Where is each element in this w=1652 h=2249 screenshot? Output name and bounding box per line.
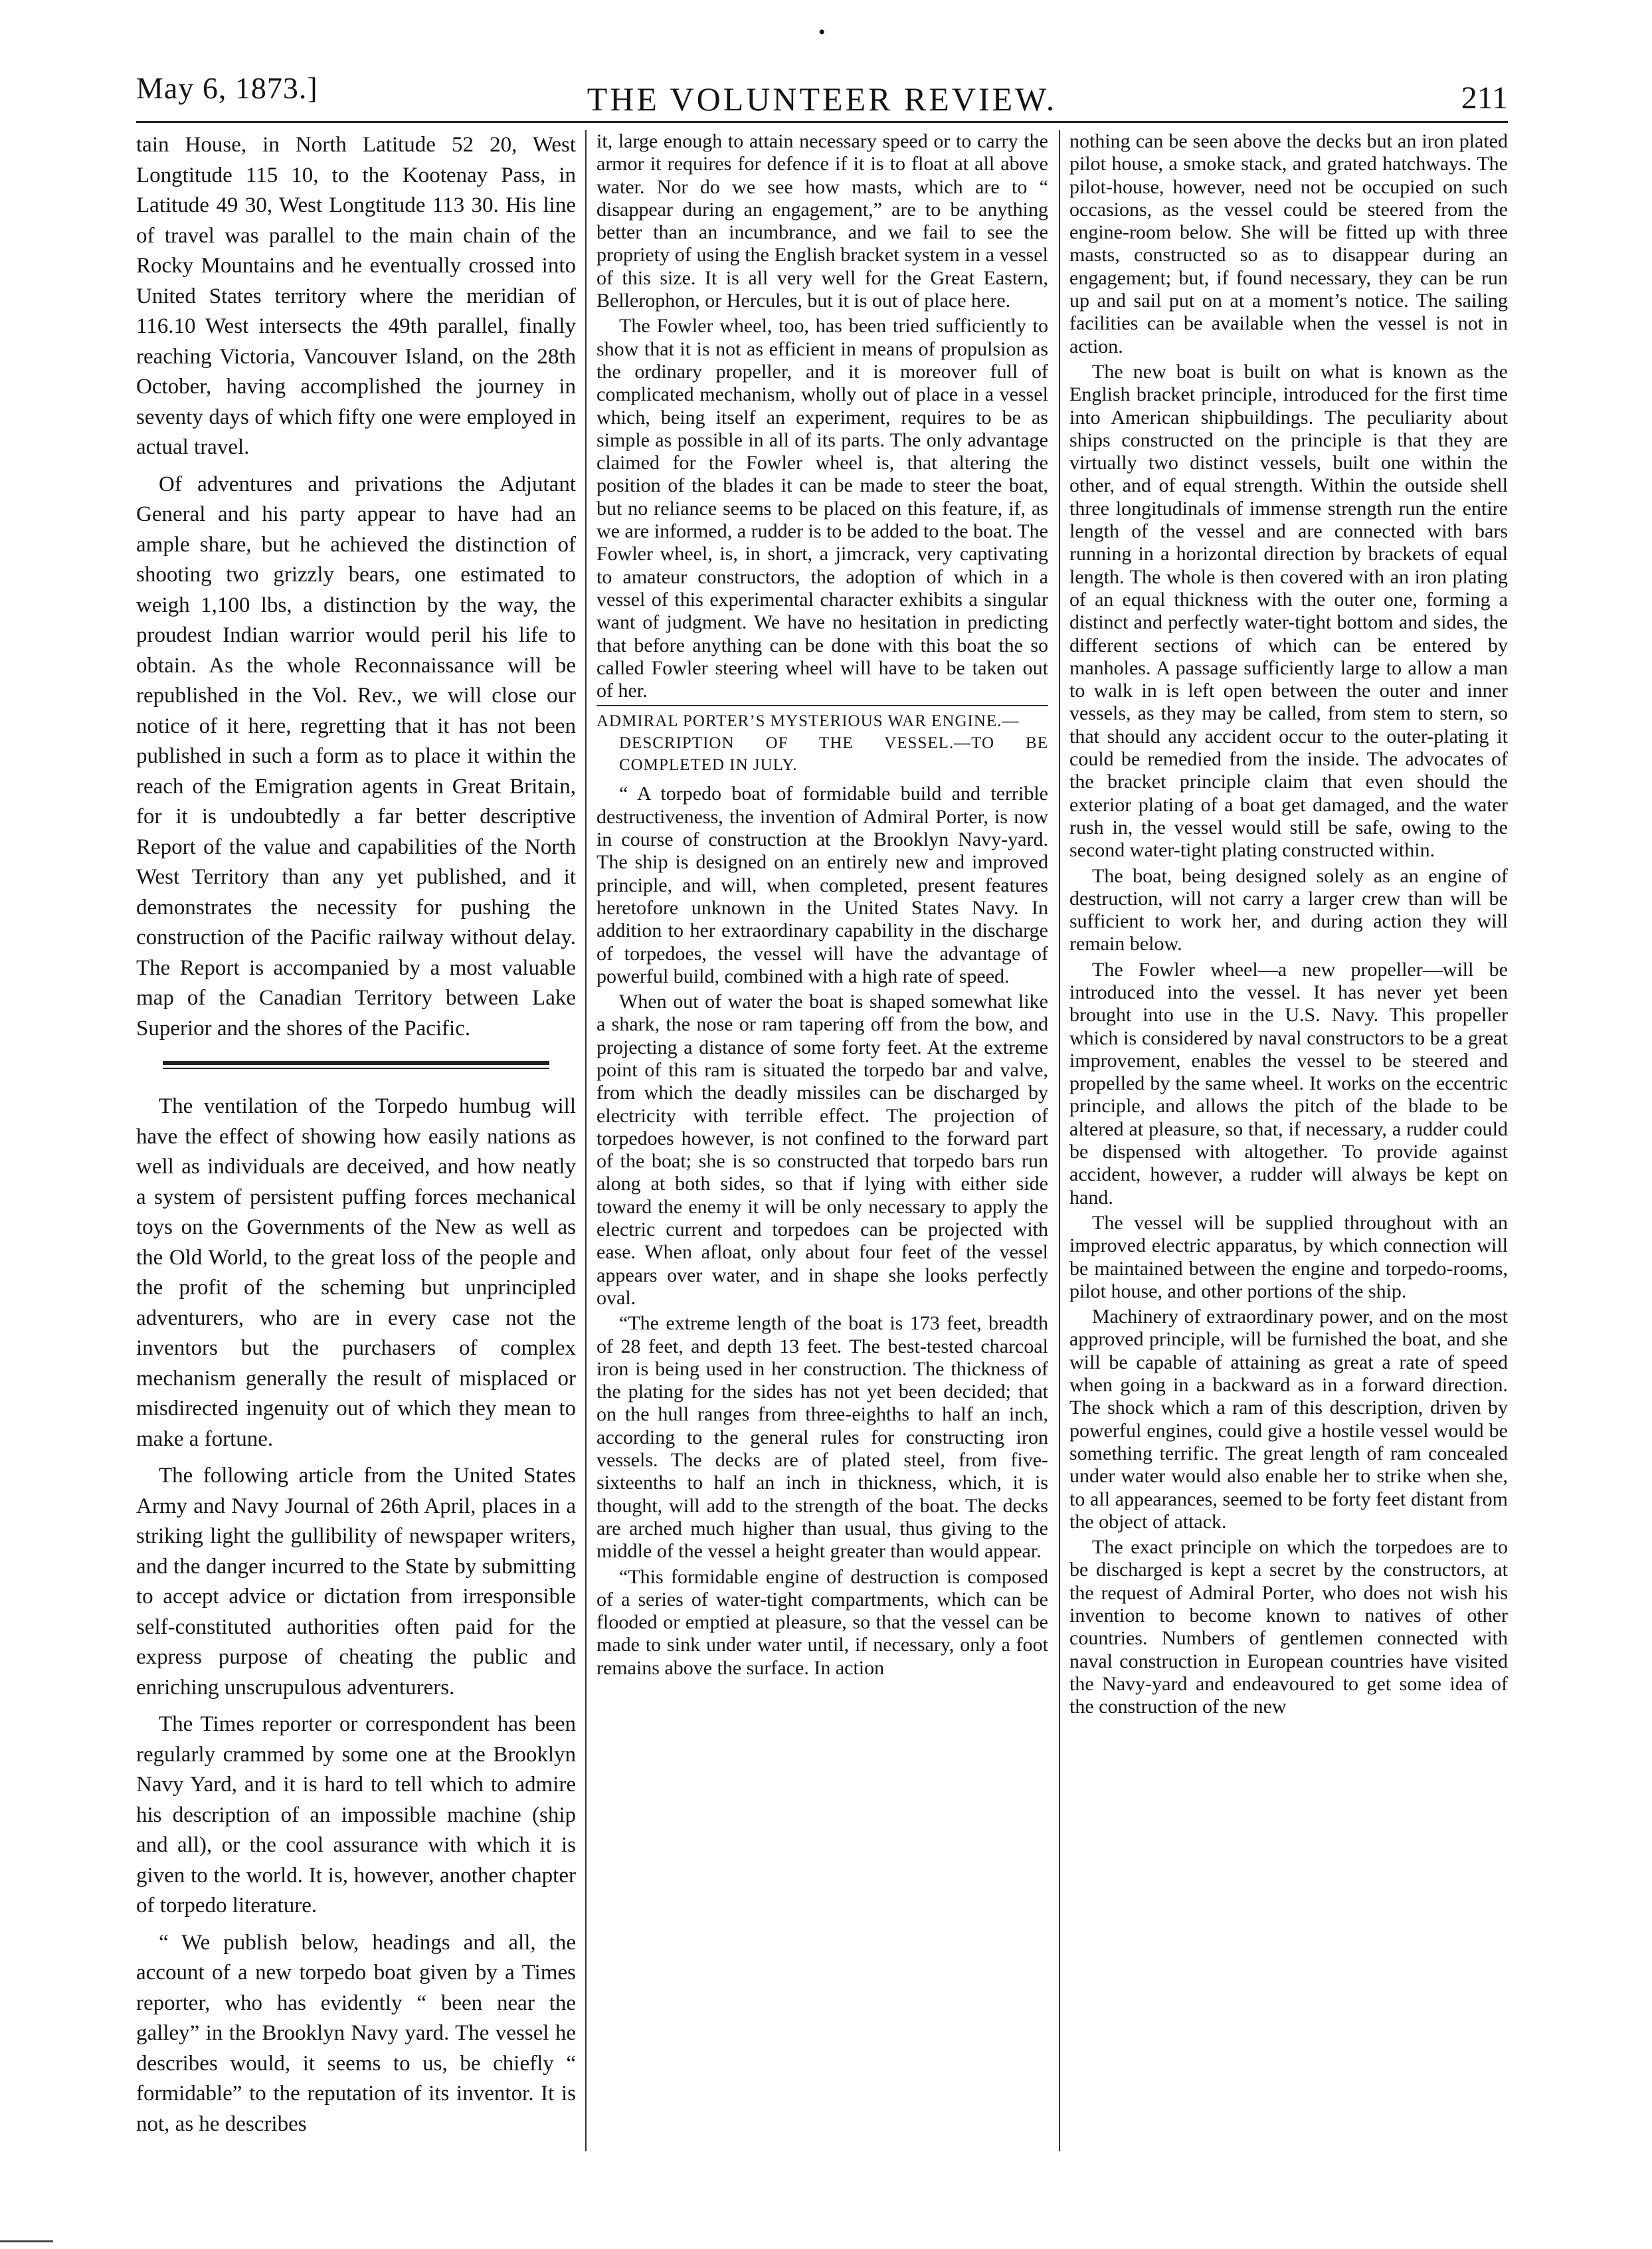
paragraph: Machinery of extraordinary power, and on the most approved principle, will be furnished the boat, and she will be capable of attaining as great a rate of speed when going in a backward as in a forward direction. The shock which a ram of this description, driven by powerful engines, could give a hostile vessel would be something terrific. The great length of ram concealed under water would also enable her to strike when she, to all appearances, seemed to be forty feet distant from the object of attack. <box>1069 1306 1508 1533</box>
paragraph: nothing can be seen above the decks but an iron plated pilot house, a smoke stack, and grated hatchways. The pilot-house, however, need not be occupied on such occasions, as the vessel could be steered from the engine-room below. She will be fitted up with three masts, constructed so as to disappear during an engagement; but, if found necessary, they can be run up and sail put on at a moment’s notice. The sailing facilities can be available when the vessel is not in action. <box>1069 130 1508 357</box>
paragraph: it, large enough to attain necessary speed or to carry the armor it requires for defence if it is to float at all above water. Nor do we see how masts, which are to “ disappear during an engagement,” are to be anything better than an incumbrance, and we fail to see the propriety of using the English bracket system in a vessel of this size. It is all very well for the Great Eastern, Bellerophon, or Hercules, but it is out of place here. <box>597 130 1048 312</box>
paragraph: The boat, being designed solely as an engine of destruction, will not carry a larger crew than will be sufficient to work her, and during action they will remain below. <box>1069 864 1508 955</box>
headline-line-1: ADMIRAL PORTER’S MYSTERIOUS WAR ENGINE.— <box>597 712 1020 731</box>
publication-title: THE VOLUNTEER REVIEW. <box>587 80 1057 118</box>
column-divider <box>585 130 587 2151</box>
column-1 <box>136 130 576 2151</box>
paragraph: The Fowler wheel—a new propeller—will be introduced into the vessel. It has never yet been brought into use in the U.S. Navy. This propeller which is considered by naval constructors to be a great improvement, enables the vessel to be steered and propelled by the same wheel. It works on the eccentric principle, and allows the pitch of the blade to be altered at pleasure, so that, if necessary, a rudder could be dispensed with altogether. To provide against accident, however, a rudder will always be kept on hand. <box>1069 958 1508 1209</box>
paragraph: “ We publish below, headings and all, the account of a new torpedo boat given by a Times reporter, who has evidently “ been near the galley” in the Brooklyn Navy yard. The vessel he describes would, it seems to us, be chiefly “ formidable” to the reputation of its inventor. It is not, as he describes <box>136 1930 576 2136</box>
headline-line-2: DESCRIPTION OF THE VESSEL.—TO BE COMPLETED IN JULY. <box>619 734 1048 775</box>
paragraph: tain House, in North Latitude 52 20, West Longtitude 115 10, to the Kootenay Pass, in Latitude 49 30, West Longtitude 113 30. His line of travel was parallel to the main chain of the Rocky Mountains and he eventually crossed into United States territory where the meridian of 116.10 West intersects the 49th parallel, finally reaching Victoria, Vancouver Island, on the 28th October, having accomplished the journey in seventy days of which fifty one were employed in actual travel. <box>136 133 576 459</box>
column-3 <box>1069 130 1508 2151</box>
column-divider <box>1059 130 1060 2151</box>
paragraph: The exact principle on which the torpedoes are to be discharged is kept a secret by the constructors, at the request of Admiral Porter, who does not wish his invention to become known to natives of other countries. Numbers of gentlemen connected with naval construction in European countries have visited the Navy-yard and endeavoured to get some idea of the construction of the new <box>1069 1536 1508 1718</box>
column-2 <box>597 130 1048 2151</box>
paragraph: The Times reporter or correspondent has been regularly crammed by some one at the Brooklyn Navy Yard, and it is hard to tell which to admire his description of an impossible machine (ship and all), or the cool assurance with which it is given to the world. It is, however, another chapter of torpedo literature. <box>136 1712 576 1917</box>
paragraph: The ventilation of the Torpedo humbug will have the effect of showing how easily nations as well as individuals are deceived, and how neatly a system of persistent puffing forces mechanical toys on the Governments of the New as well as the Old World, to the great loss of the people and the profit of the scheming but unprincipled adventurers, who are in every case not the inventors but the purchasers of complex mechanism generally the result of misplaced or misdirected ingenuity out of which they mean to make a fortune. <box>136 1094 576 1451</box>
article-headline <box>597 710 1048 776</box>
section-divider <box>163 1061 549 1069</box>
paragraph: When out of water the boat is shaped somewhat like a shark, the nose or ram tapering off from the bow, and projecting a distance of some forty feet. At the extreme point of this ram is situated the torpedo bar and valve, from which the deadly missiles can be discharged by electricity with terrible effect. The projection of torpedoes however, is not confined to the forward part of the boat; she is so constructed that torpedo bars run along at both sides, so that if lying with either side toward the enemy it will be only necessary to apply the electric current and torpedoes can be projected with ease. When afloat, only about four feet of the vessel appears over water, and in shape she looks perfectly oval. <box>597 991 1048 1309</box>
scan-edge-mark <box>0 2240 53 2242</box>
header-rule <box>136 121 1508 123</box>
paragraph: Of adventures and privations the Adjutant General and his party appear to have had an ample share, but he achieved the distinction of shooting two grizzly bears, one estimated to weigh 1,100 lbs, a distinction by the way, the proudest Indian warrior would peril his life to obtain. As the whole Reconnaissance will be republished in the Vol. Rev., we will close our notice of it here, regretting that it has not been published in such a form as to place it within the reach of the Emigration agents in Great Britain, for it is undoubtedly a far better descriptive Report of the value and capabilities of the North West Territory than any yet published, and it demonstrates the necessity for pushing the construction of the Pacific railway without delay. The Report is accompanied by a most valuable map of the Canadian Territory between Lake Superior and the shores of the Pacific. <box>136 472 576 1040</box>
paragraph: “This formidable engine of destruction is composed of a series of water-tight compartments, which can be flooded or emptied at pleasure, so that the vessel can be made to sink under water until, if necessary, only a foot remains above the surface. In action <box>597 1565 1048 1679</box>
paragraph: “The extreme length of the boat is 173 feet, breadth of 28 feet, and depth 13 feet. The best-tested charcoal iron is being used in her construction. The thickness of the plating for the sides has not yet been decided; that on the hull ranges from three-eighths to half an inch, according to the general rules for constructing iron vessels. The decks are of plated steel, from five-sixteenths to half an inch in thickness, which, it is thought, will add to the strength of the boat. The decks are arched much higher than usual, thus giving to the middle of the vessel a height greater than would appear. <box>597 1312 1048 1563</box>
page-top-mark: • <box>818 21 826 43</box>
article-divider <box>597 705 1048 706</box>
paragraph: The new boat is built on what is known as the English bracket principle, introduced for the first time into American shipbuildings. The peculiarity about ships constructed on the principle is that they are virtually two distinct vessels, built one within the other, and of equal strength. Within the outside shell three longitudinals of immense strength run the entire length of the vessel and are connected with bars running in a horizontal direction by brackets of equal length. The whole is then covered with an iron plating of an equal thickness with the outer one, forming a distinct and perfectly water-tight bottom and sides, the different sections of which can be entered by manholes. A passage sufficiently large to allow a man to walk in is left open between the outer and inner vessels, as they may be called, from stem to stern, so that should any accident occur to the outer-plating it could be remedied from the inside. The advocates of the bracket principle claim that even should the exterior plating of a boat get damaged, and the water rush in, the vessel would still be safe, owing to the second water-tight plating constructed within. <box>1069 360 1508 862</box>
page-header <box>136 66 1508 130</box>
paragraph: The following article from the United States Army and Navy Journal of 26th April, places in a striking light the gullibility of newspaper writers, and the danger incurred to the State by submitting to accept advice or dictation from irresponsible self-constituted authorities often paid for the express purpose of cheating the public and enriching unscrupulous adventurers. <box>136 1464 576 1700</box>
paragraph: The Fowler wheel, too, has been tried sufficiently to show that it is not as efficient in means of propulsion as the ordinary propeller, and it is moreover full of complicated mechanism, wholly out of place in a vessel which, being itself an experiment, requires to be as simple as possible in all of its parts. The only advantage claimed for the Fowler wheel is, that altering the position of the blades it can be made to steer the boat, but no reliance seems to be placed on this feature, if, as we are informed, a rudder is to be added to the boat. The Fowler wheel, is, in short, a jimcrack, very captivating to amateur constructors, the adoption of which in a vessel of this experimental character exhibits a singular want of judgment. We have no hesitation in predicting that before anything can be done with this boat the so called Fowler steering wheel will have to be taken out of her. <box>597 315 1048 702</box>
paragraph: “ A torpedo boat of formidable build and terrible destructiveness, the invention of Admiral Porter, is now in course of construction at the Brooklyn Navy-yard. The ship is designed on an entirely new and improved principle, and will, when completed, present features heretofore unknown in the United States Navy. In addition to her extraordinary capability in the discharge of torpedoes, the vessel will have the advantage of powerful build, combined with a high rate of speed. <box>597 783 1048 987</box>
page-number: 211 <box>1461 80 1508 116</box>
issue-date: May 6, 1873.] <box>136 71 318 105</box>
paragraph: The vessel will be supplied throughout with an improved electric apparatus, by which connection will be maintained between the engine and torpedo-rooms, pilot house, and other portions of the ship. <box>1069 1211 1508 1302</box>
